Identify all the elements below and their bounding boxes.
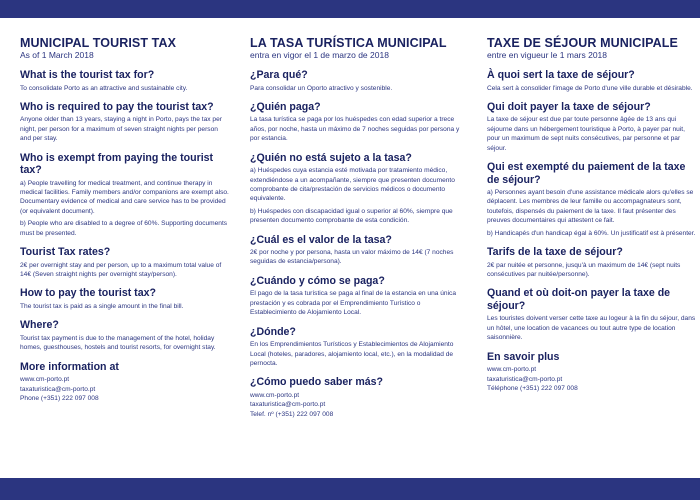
column-subtitle: entra en vigor el 1 de marzo de 2018 — [250, 50, 389, 60]
section-heading: ¿Cuándo y cómo se paga? — [250, 274, 385, 287]
column-spanish — [250, 36, 460, 427]
section-how-to-pay — [250, 275, 460, 318]
section-heading: ¿Cuál es el valor de la tasa? — [250, 233, 392, 246]
section-who-pays — [20, 101, 230, 144]
section-heading: Tourist Tax rates? — [20, 246, 111, 259]
column-english — [20, 36, 230, 411]
section-heading: Tarifs de la taxe de séjour? — [487, 246, 623, 259]
section-heading: ¿Quién paga? — [250, 100, 321, 113]
section-purpose — [487, 69, 697, 93]
section-text: a) Huéspedes cuya estancia esté motivada por tratamiento médico, extendiéndose a un acompañante, siempre que presenten documento comprobante de cita/prestación de servicios médicos o documento equivalente. — [250, 167, 455, 203]
section-text: En los Emprendimientos Turísticos y Establecimientos de Alojamiento Local (hoteles, paradores, alojamiento local, etc.), en la modalidad de pernocta. — [250, 341, 454, 367]
section-text: La tasa turística se paga por los huéspedes con edad superior a trece años, por noche, hasta un máximo de 7 noches seguidas por persona y por estancia. — [250, 116, 460, 143]
section-how-to-pay — [487, 287, 697, 342]
section-rates — [250, 234, 460, 267]
phone-number: Telef. nº (+351) 222 097 008 — [250, 410, 334, 418]
section-exempt — [20, 152, 230, 238]
section-heading: More information at — [20, 360, 119, 373]
section-heading: ¿Para qué? — [250, 69, 308, 81]
website-link[interactable]: www.cm-porto.pt — [20, 376, 70, 384]
section-text: a) People travelling for medical treatment, and continue therapy in medical facilities. Family members and/or companions are exempt also. Documentary evidence of medical and care service has to be provided (or equivalent document). — [20, 179, 229, 215]
section-heading: En savoir plus — [487, 350, 560, 363]
section-rates — [487, 246, 697, 279]
section-text: Cela sert à consolider l'image de Porto d'une ville durable et désirable. — [487, 84, 693, 92]
section-text: b) People who are disabled to a degree of 60%. Supporting documents must be presented. — [20, 220, 228, 237]
section-text: b) Huéspedes con discapacidad igual o superior al 60%, siempre que presenten documento comprobante de esta condición. — [250, 207, 453, 225]
section-heading: À quoi sert la taxe de séjour? — [487, 69, 635, 81]
email-link[interactable]: taxaturistica@cm-porto.pt — [487, 375, 563, 383]
section-rates — [20, 246, 230, 279]
section-heading: Qui est exempté du paiement de la taxe de séjour? — [487, 161, 686, 186]
section-heading: What is the tourist tax for? — [20, 69, 155, 81]
section-text: Anyone older than 13 years, staying a night in Porto, pays the tax per night, per person for a maximum of seven straight nights per person and per stay. — [20, 116, 222, 143]
section-text: El pago de la tasa turística se paga al final de la estancia en una única prestación y es cobrada por el Emprendimiento Turístico o Establecimiento de Alojamiento Local. — [250, 290, 457, 317]
section-heading: How to pay the tourist tax? — [20, 287, 156, 300]
section-text: La taxe de séjour est due par toute personne âgée de 13 ans qui séjourne dans un hébergement touristique à Porto, à payer par nuit, pour un maximum de sept nuits consécutives, par personne et par séjour. — [487, 116, 685, 152]
section-where — [20, 319, 230, 352]
section-how-to-pay — [20, 287, 230, 311]
section-more-info — [250, 376, 460, 419]
section-text: Les touristes doivent verser cette taxe au logeur à la fin du séjour, dans un hôtel, une location de vacances ou tout autre type de location saisonnière. — [487, 315, 696, 342]
email-link[interactable]: taxaturistica@cm-porto.pt — [250, 401, 326, 409]
section-text: b) Handicapés d'un handicap égal à 60%. Un justificatif est à présenter. — [487, 229, 696, 237]
section-heading: Where? — [20, 319, 59, 332]
section-heading: Qui doit payer la taxe de séjour? — [487, 100, 651, 113]
section-text: The tourist tax is paid as a single amount in the final bill. — [20, 302, 184, 310]
phone-number: Phone (+351) 222 097 008 — [20, 394, 99, 402]
column-title: TAXE DE SÉJOUR MUNICIPALE — [487, 36, 678, 50]
section-more-info — [487, 351, 697, 394]
top-band — [0, 0, 700, 18]
column-title: MUNICIPAL TOURIST TAX — [20, 36, 177, 50]
column-subtitle: As of 1 March 2018 — [20, 50, 94, 60]
section-who-pays — [250, 101, 460, 144]
section-exempt — [487, 161, 697, 238]
section-exempt — [250, 152, 460, 226]
section-text: a) Personnes ayant besoin d'une assistance médicale alors qu'elles se déplacent. Les membres de leur famille ou accompagnateurs sont, toutefois, dispensés du paiement de la taxe. Il faut présenter des preuves documentaires qui attestent ce fait. — [487, 189, 694, 225]
section-text: 2€ por noche y por persona, hasta un valor máximo de 14€ (7 noches seguidas de estancia/persona). — [250, 249, 454, 266]
section-who-pays — [487, 101, 697, 153]
section-heading: Who is exempt from paying the tourist tax? — [20, 151, 214, 177]
section-heading: ¿Dónde? — [250, 325, 296, 338]
section-text: Para consolidar un Oporto atractivo y sostenible. — [250, 84, 393, 92]
section-heading: ¿Quién no está sujeto a la tasa? — [250, 151, 412, 164]
website-link[interactable]: www.cm-porto.pt — [250, 391, 300, 399]
column-title: LA TASA TURÍSTICA MUNICIPAL — [250, 36, 447, 50]
section-purpose — [20, 69, 230, 93]
section-text: 2€ per overnight stay and per person, up to a maximum total value of 14€ (Seven straight nights per overnight stay/person). — [20, 261, 222, 278]
email-link[interactable]: taxaturistica@cm-porto.pt — [20, 385, 96, 393]
column-subtitle: entre en vigueur le 1 mars 2018 — [487, 50, 608, 60]
section-text: Tourist tax payment is due to the management of the hotel, holiday homes, guesthouses, hostels and tourist resorts, for overnight stay. — [20, 334, 216, 352]
section-purpose — [250, 69, 460, 93]
section-where — [250, 326, 460, 369]
section-text: To consolidate Porto as an attractive and sustainable city. — [20, 84, 188, 92]
column-french — [487, 36, 697, 401]
section-more-info — [20, 361, 230, 404]
website-link[interactable]: www.cm-porto.pt — [487, 366, 537, 374]
section-heading: ¿Cómo puedo saber más? — [250, 376, 384, 389]
section-heading: Quand et où doit-on payer la taxe de séjour? — [487, 287, 671, 312]
bottom-band — [0, 478, 700, 500]
section-heading: Who is required to pay the tourist tax? — [20, 100, 214, 113]
phone-number: Téléphone (+351) 222 097 008 — [487, 384, 578, 392]
section-text: 2€ par nuitée et personne, jusqu'à un maximum de 14€ (sept nuits consécutives par nuitée/personne). — [487, 261, 681, 278]
